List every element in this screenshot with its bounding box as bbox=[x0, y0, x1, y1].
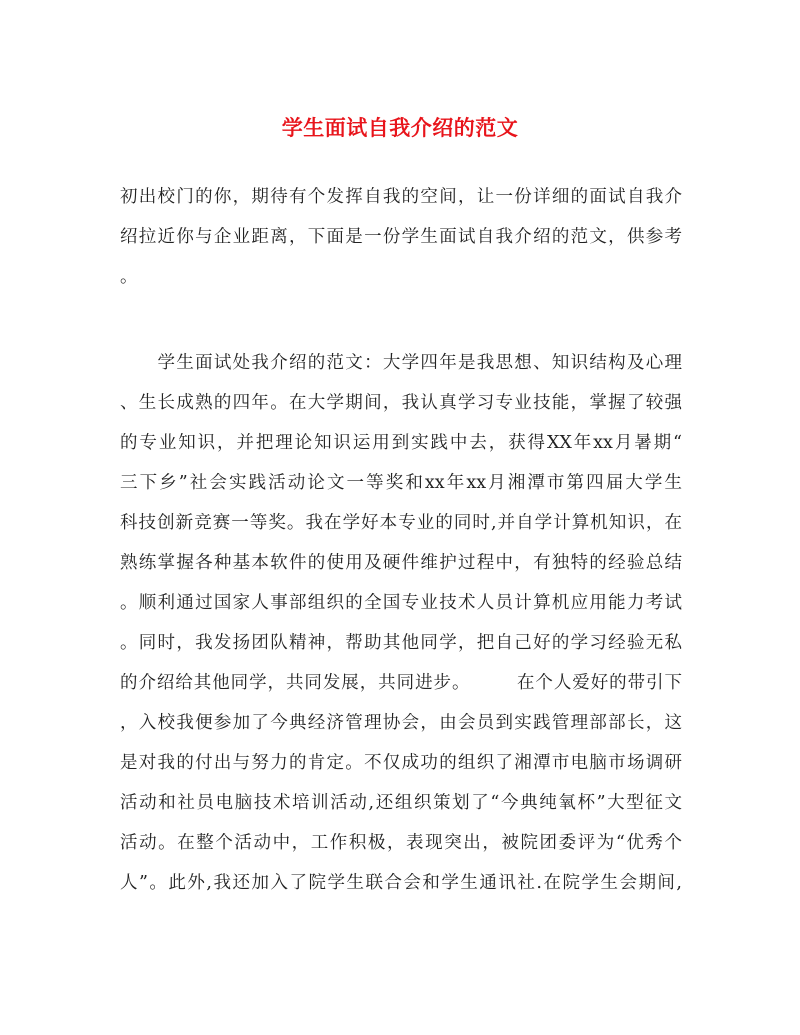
document-title: 学生面试自我介绍的范文 bbox=[281, 115, 519, 140]
body-line: ，入校我便参加了今典经济管理协会，由会员到实践管理部部长，这 bbox=[120, 713, 682, 733]
intro-line: 。 bbox=[120, 267, 138, 287]
body-line: 活动和社员电脑技术培训活动,还组织策划了“今典纯氧杯”大型征文 bbox=[120, 793, 682, 813]
body-line: 的介绍给其他同学，共同发展，共同进步。 在个人爱好的带引下 bbox=[120, 673, 682, 693]
body-line: 活动。在整个活动中，工作积极，表现突出，被院团委评为“优秀个 bbox=[120, 833, 682, 853]
body-line: 是对我的付出与努力的肯定。不仅成功的组织了湘潭市电脑市场调研 bbox=[120, 753, 682, 773]
body-line: 科技创新竞赛一等奖。我在学好本专业的同时,并自学计算机知识，在 bbox=[120, 513, 682, 533]
body-line: 学生面试处我介绍的范文：大学四年是我思想、知识结构及心理 bbox=[120, 353, 682, 373]
body-line: 。同时，我发扬团队精神，帮助其他同学，把自己好的学习经验无私 bbox=[120, 633, 682, 653]
body-line: 、生长成熟的四年。在大学期间，我认真学习专业技能，掌握了较强 bbox=[120, 393, 682, 413]
body-line: 的专业知识，并把理论知识运用到实践中去，获得XX年xx月暑期“ bbox=[120, 433, 682, 453]
body-line: 人”。此外,我还加入了院学生联合会和学生通讯社.在院学生会期间, bbox=[120, 873, 682, 893]
body-line: 。顺利通过国家人事部组织的全国专业技术人员计算机应用能力考试 bbox=[120, 593, 682, 613]
body-line: 三下乡”社会实践活动论文一等奖和xx年xx月湘潭市第四届大学生 bbox=[120, 473, 682, 493]
body-line: 熟练掌握各种基本软件的使用及硬件维护过程中，有独特的经验总结 bbox=[120, 553, 682, 573]
intro-line: 绍拉近你与企业距离，下面是一份学生面试自我介绍的范文，供参考 bbox=[120, 227, 682, 247]
intro-line: 初出校门的你，期待有个发挥自我的空间，让一份详细的面试自我介 bbox=[120, 187, 682, 207]
